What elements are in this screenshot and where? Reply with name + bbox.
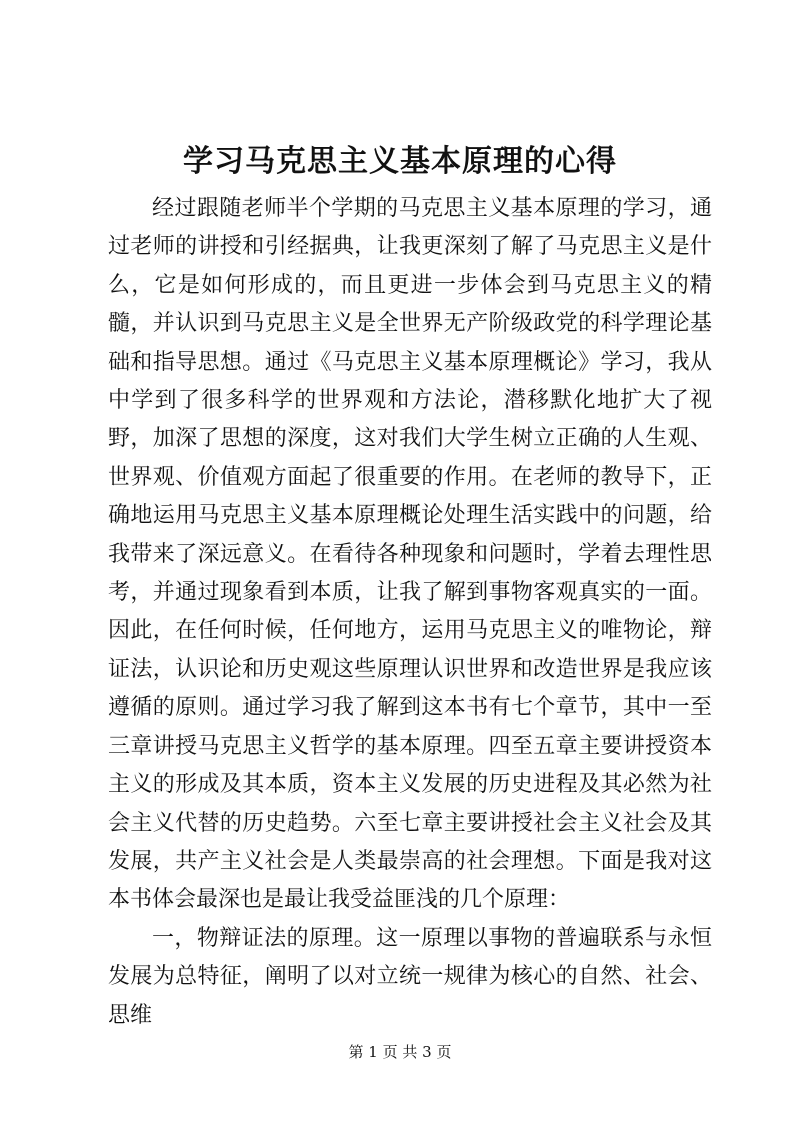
- document-title: 学习马克思主义基本原理的心得: [183, 144, 617, 179]
- document-body: [108, 190, 712, 1035]
- paragraph-intro: 经过跟随老师半个学期的马克思主义基本原理的学习，通过老师的讲授和引经据典，让我更深刻了解了马克思主义是什么，它是如何形成的，而且更进一步体会到马克思主义的精髓，并认识到马克思主义是全世界无产阶级政党的科学理论基础和指导思想。通过《马克思主义基本原理概论》学习，我从中学到了很多科学的世界观和方法论，潜移默化地扩大了视野，加深了思想的深度，这对我们大学生树立正确的人生观、世界观、价值观方面起了很重要的作用。在老师的教导下，正确地运用马克思主义基本原理概论处理生活实践中的问题，给我带来了深远意义。在看待各种现象和问题时，学着去理性思考，并通过现象看到本质，让我了解到事物客观真实的一面。因此，在任何时候，任何地方，运用马克思主义的唯物论，辩证法，认识论和历史观这些原理认识世界和改造世界是我应该遵循的原则。通过学习我了解到这本书有七个章节，其中一至三章讲授马克思主义哲学的基本原理。四至五章主要讲授资本主义的形成及其本质，资本主义发展的历史进程及其必然为社会主义代替的历史趋势。六至七章主要讲授社会主义社会及其发展，共产主义社会是人类最崇高的社会理想。下面是我对这本书体会最深也是最让我受益匪浅的几个原理：: [108, 196, 712, 913]
- page-number-footer: 第 1 页 共 3 页: [348, 1043, 452, 1061]
- paragraph-principle-one: 一，物辩证法的原理。这一原理以事物的普遍联系与永恒发展为总特征，阐明了以对立统一规律为核心的自然、社会、思维: [108, 925, 712, 1028]
